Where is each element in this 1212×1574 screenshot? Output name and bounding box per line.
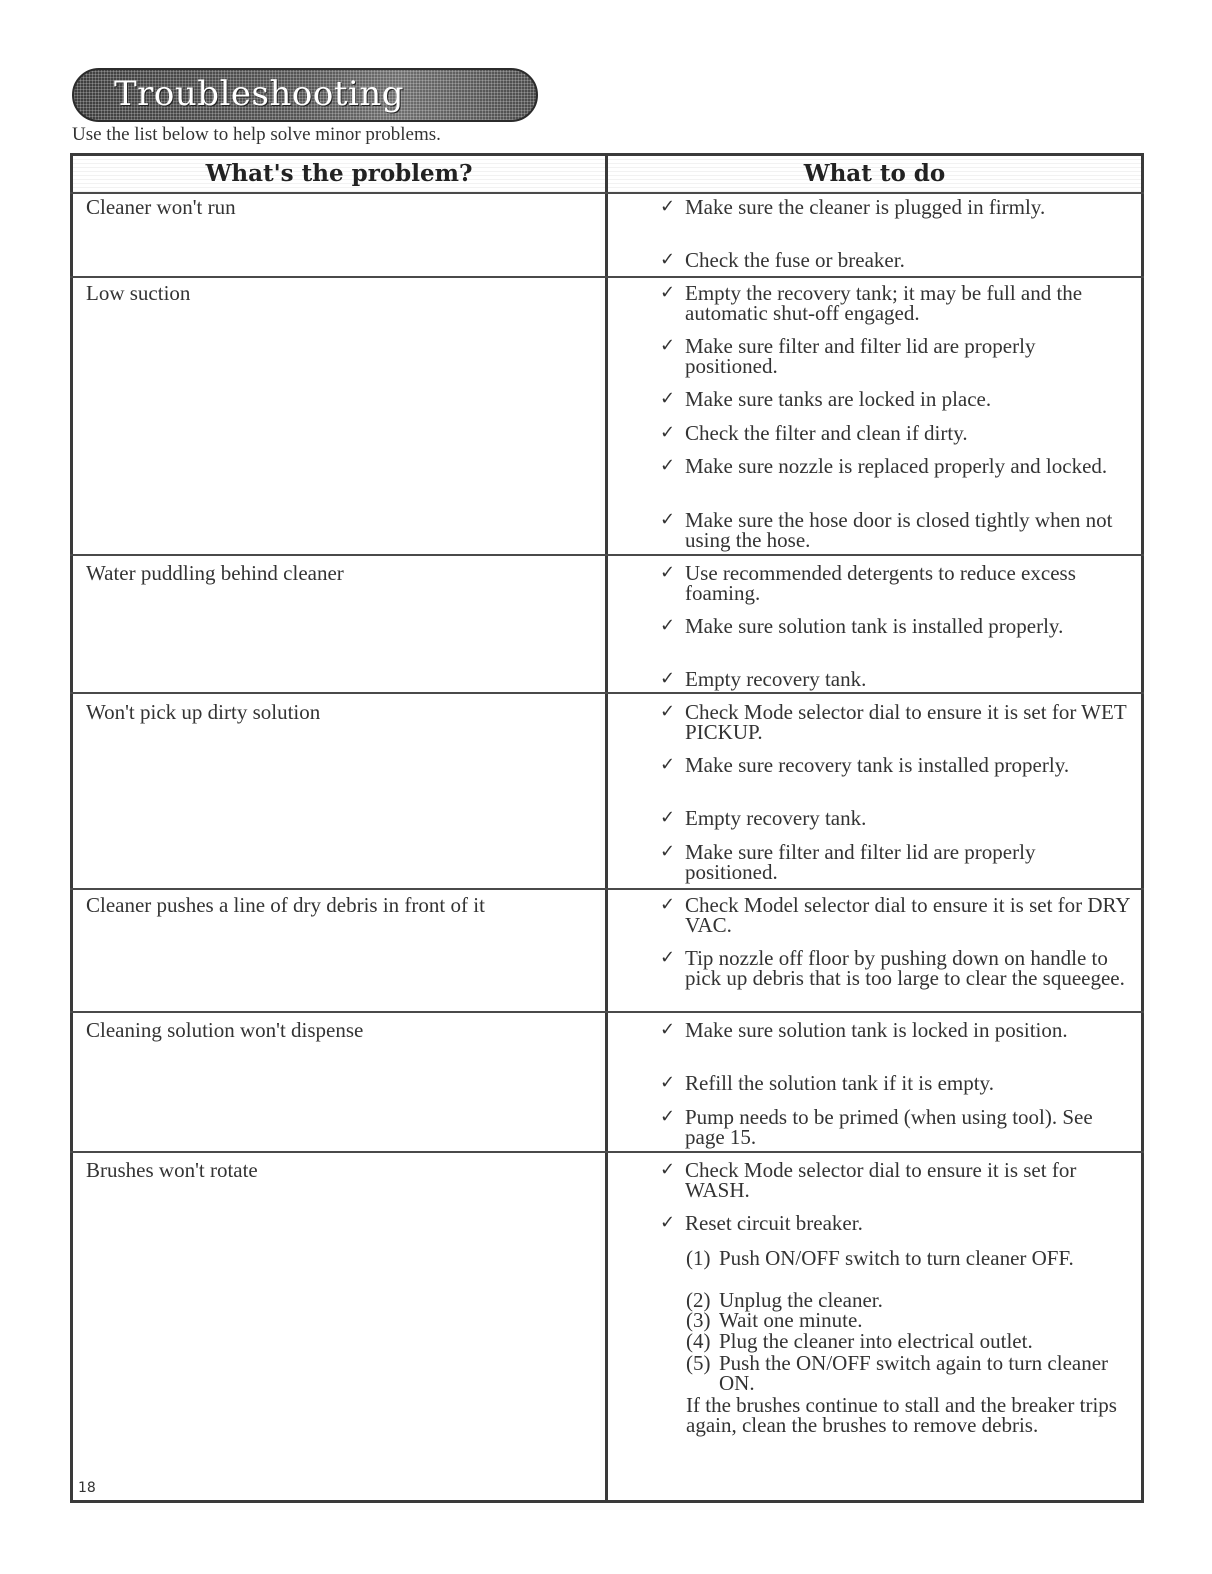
solution-item: ✓ Tip nozzle off floor by pushing down on handle to pick up debris that is too large to clear the squeegee. [660, 946, 1125, 990]
solution-item: ✓ Make sure nozzle is replaced properly and locked. [660, 454, 1108, 478]
solution-item: ✓ Reset circuit breaker. [660, 1211, 863, 1235]
solution-item: ✓ Check the filter and clean if dirty. [660, 421, 968, 445]
intro-text: Use the list below to help solve minor problems. [72, 124, 441, 145]
solution-item: ✓ Check Mode selector dial to ensure it is set for WET PICKUP. [660, 700, 1127, 744]
check-icon: ✓ [660, 1159, 676, 1180]
step-item: (5) Push the ON/OFF switch again to turn cleaner ON. [686, 1351, 1109, 1395]
check-icon: ✓ [660, 422, 676, 443]
check-icon: ✓ [660, 509, 676, 530]
page-title: Troubleshooting [114, 74, 405, 114]
check-icon: ✓ [660, 1106, 676, 1127]
solution-item: ✓ Make sure filter and filter lid are properly positioned. [660, 334, 1036, 378]
check-icon: ✓ [660, 335, 676, 356]
check-icon: ✓ [660, 754, 676, 775]
solution-item: ✓ Make sure solution tank is installed properly. [660, 614, 1064, 638]
brushes-note: If the brushes continue to stall and the breaker trips again, clean the brushes to remove debris. [686, 1393, 1117, 1437]
solution-item: ✓ Check Mode selector dial to ensure it is set for WASH. [660, 1158, 1077, 1202]
problem-label: Cleaner won't run [86, 195, 236, 219]
check-icon: ✓ [660, 196, 676, 217]
solution-item: ✓ Make sure tanks are locked in place. [660, 387, 992, 411]
check-icon: ✓ [660, 668, 676, 689]
header-separator [70, 192, 1144, 194]
check-icon: ✓ [660, 562, 676, 583]
step-item: (1) Push ON/OFF switch to turn cleaner OFF. [686, 1246, 1074, 1270]
step-item: (3) Wait one minute. [686, 1308, 863, 1332]
row-separator [70, 692, 1144, 694]
check-icon: ✓ [660, 249, 676, 270]
title-banner [72, 68, 538, 122]
row-separator [70, 1151, 1144, 1153]
solution-item: ✓ Make sure solution tank is locked in position. [660, 1018, 1068, 1042]
problem-label: Brushes won't rotate [86, 1158, 258, 1182]
problem-label: Water puddling behind cleaner [86, 561, 344, 585]
solution-item: ✓ Pump needs to be primed (when using tool). See page 15. [660, 1105, 1093, 1149]
check-icon: ✓ [660, 894, 676, 915]
check-icon: ✓ [660, 615, 676, 636]
check-icon: ✓ [660, 1212, 676, 1233]
check-icon: ✓ [660, 841, 676, 862]
solution-item: ✓ Refill the solution tank if it is empty. [660, 1071, 994, 1095]
solution-item: ✓ Empty the recovery tank; it may be full and the automatic shut-off engaged. [660, 281, 1083, 325]
check-icon: ✓ [660, 807, 676, 828]
check-icon: ✓ [660, 282, 676, 303]
check-icon: ✓ [660, 947, 676, 968]
row-separator [70, 888, 1144, 890]
solution-item: ✓ Make sure the hose door is closed tightly when not using the hose. [660, 508, 1113, 552]
solution-item: ✓ Check Model selector dial to ensure it is set for DRY VAC. [660, 893, 1130, 937]
step-item: (2) Unplug the cleaner. [686, 1288, 883, 1312]
problem-label: Cleaner pushes a line of dry debris in front of it [86, 893, 485, 917]
column-divider [605, 153, 608, 1503]
check-icon: ✓ [660, 1019, 676, 1040]
solution-item: ✓ Make sure recovery tank is installed properly. [660, 753, 1070, 777]
check-icon: ✓ [660, 388, 676, 409]
row-separator [70, 554, 1144, 556]
solution-item: ✓ Check the fuse or breaker. [660, 248, 905, 272]
step-item: (4) Plug the cleaner into electrical outlet. [686, 1329, 1033, 1353]
solution-item: ✓ Empty recovery tank. [660, 806, 867, 830]
check-icon: ✓ [660, 455, 676, 476]
solution-item: ✓ Make sure the cleaner is plugged in firmly. [660, 195, 1046, 219]
solution-item: ✓ Use recommended detergents to reduce excess foaming. [660, 561, 1076, 605]
problem-label: Won't pick up dirty solution [86, 700, 321, 724]
check-icon: ✓ [660, 701, 676, 722]
row-separator [70, 276, 1144, 278]
solution-item: ✓ Make sure filter and filter lid are properly positioned. [660, 840, 1036, 884]
problem-label: Cleaning solution won't dispense [86, 1018, 364, 1042]
problem-label: Low suction [86, 281, 191, 305]
row-separator [70, 1011, 1144, 1013]
solution-item: ✓ Empty recovery tank. [660, 667, 867, 691]
header-solution: What to do [608, 156, 1141, 192]
check-icon: ✓ [660, 1072, 676, 1093]
header-problem: What's the problem? [73, 156, 605, 192]
page-number: 18 [78, 1480, 96, 1496]
